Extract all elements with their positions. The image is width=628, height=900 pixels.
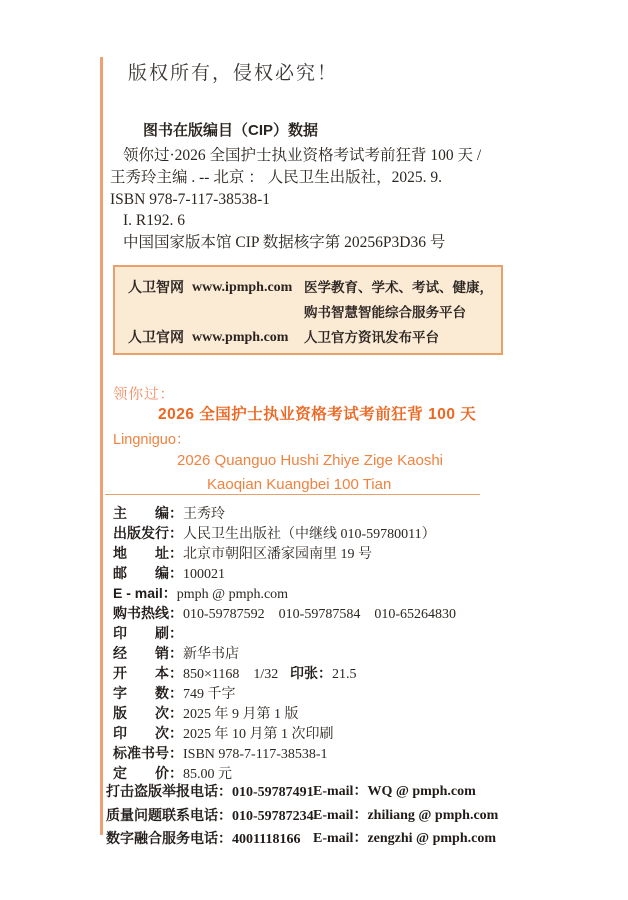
detail-row-wordcount [113, 683, 523, 703]
book-title-pinyin-line2: Kaoqian Kuangbei 100 Tian [207, 476, 392, 493]
detail-value: 010-59787592 010-59787584 010-65264830 [183, 607, 456, 622]
detail-label: 印 刷： [113, 625, 183, 641]
detail-label: 地 址： [113, 545, 183, 561]
detail-value: 王秀玲 [183, 507, 225, 522]
hotline-email [313, 827, 496, 851]
cip-line-registry: 中国国家版本馆 CIP 数据核字第 20256P3D36 号 [123, 234, 446, 252]
detail-label: 购书热线： [113, 605, 183, 621]
copyright-notice: 版权所有，侵权必究！ [128, 63, 339, 84]
cip-line-title: 领你过·2026 全国护士执业资格考试考前狂背 100 天 / [123, 147, 482, 164]
book-title-cn: 2026 全国护士执业资格考试考前狂背 100 天 [158, 406, 477, 423]
left-accent-rule [100, 57, 103, 835]
detail-row-publisher [113, 523, 523, 543]
platform-desc: 人卫官方资讯发布平台 [304, 330, 439, 345]
detail-value: 人民卫生出版社（中继线 010-59780011） [183, 527, 436, 542]
hotline-row-quality [106, 804, 526, 828]
detail-value: 新华书店 [183, 647, 239, 662]
platform-name: 人卫智网 [128, 279, 184, 295]
hotline-label: 质量问题联系电话： [106, 806, 232, 823]
section-divider-rule [105, 494, 480, 495]
hotline-email [313, 780, 476, 804]
detail-label: E - mail： [113, 585, 177, 601]
spacer-cell [192, 300, 304, 325]
platform-name: 人卫官网 [128, 329, 184, 345]
detail-row-format [113, 663, 523, 683]
detail-row-order-hotline [113, 603, 523, 623]
detail-value: 749 千字 [183, 687, 236, 702]
detail-row-edition [113, 703, 523, 723]
detail-row-address [113, 543, 523, 563]
imprint-details [113, 503, 523, 783]
service-hotlines [106, 780, 526, 851]
spacer-cell [128, 300, 192, 325]
cip-data-block [110, 145, 540, 254]
cip-line-publisher: 王秀玲主编 . -- 北京 ： 人民卫生出版社，2025. 9. [110, 168, 442, 186]
email-address: zengzhi @ pmph.com [367, 831, 496, 846]
platform-desc: 医学教育、学术、考试、健康， [304, 280, 493, 295]
email-address: WQ @ pmph.com [367, 784, 476, 799]
publisher-platforms-box [113, 265, 503, 355]
detail-label: 印张： [290, 665, 332, 681]
cip-header: 图书在版编目（CIP）数据 [143, 122, 319, 139]
series-name-cn: 领你过： [113, 387, 175, 403]
detail-label: 主 编： [113, 505, 183, 521]
hotline-label: 打击盗版举报电话： [106, 783, 232, 799]
detail-label: 出版发行： [113, 525, 183, 541]
detail-value: 100021 [183, 567, 225, 582]
detail-value: 21.5 [332, 667, 357, 682]
email-address: zhiliang @ pmph.com [367, 807, 499, 823]
platform-url: www.ipmph.com [192, 280, 293, 295]
detail-row-distributor [113, 643, 523, 663]
email-label: E-mail： [313, 807, 368, 823]
detail-row-email [113, 583, 523, 603]
hotline-phone: 010-59787491 [232, 785, 314, 800]
detail-row-printer [113, 623, 523, 643]
detail-row-printing [113, 723, 523, 743]
detail-value: 2025 年 10 月第 1 次印刷 [183, 727, 334, 742]
series-name-pinyin: Lingniguo： [113, 432, 191, 448]
detail-label: 开 本： [113, 665, 183, 681]
cip-line-isbn: ISBN 978-7-117-38538-1 [110, 190, 271, 208]
hotline-row-digital [106, 827, 526, 851]
detail-label: 邮 编： [113, 565, 183, 581]
book-title-pinyin-line1: 2026 Quanguo Hushi Zhiye Zige Kaoshi [177, 452, 444, 469]
email-label: E-mail： [313, 784, 368, 799]
detail-value: 850×1168 1/32 [183, 667, 279, 682]
detail-value: 北京市朝阳区潘家园南里 19 号 [183, 547, 372, 562]
detail-row-postcode [113, 563, 523, 583]
hotline-label: 数字融合服务电话： [106, 830, 232, 846]
platform-url: www.pmph.com [192, 330, 289, 345]
hotline-row-piracy [106, 780, 526, 804]
detail-value: 2025 年 9 月第 1 版 [183, 707, 299, 722]
detail-label: 经 销： [113, 645, 183, 661]
platform-desc-continued: 购书智慧智能综合服务平台 [304, 305, 466, 320]
detail-value: 85.00 元 [183, 767, 232, 782]
detail-row-isbn [113, 743, 523, 763]
hotline-phone: 010-59787234 [232, 808, 314, 824]
hotline-phone: 4001118166 [232, 832, 301, 847]
detail-value: pmph @ pmph.com [176, 587, 289, 602]
detail-label: 标准书号： [113, 745, 183, 761]
detail-sheets [290, 663, 357, 685]
detail-label: 印 次： [113, 725, 183, 741]
hotline-email [313, 804, 498, 828]
detail-label: 字 数： [113, 685, 183, 701]
detail-value: ISBN 978-7-117-38538-1 [183, 747, 328, 762]
cip-line-classification: I. R192. 6 [123, 212, 185, 230]
detail-label: 定 价： [113, 765, 183, 781]
detail-row-editor [113, 503, 523, 523]
detail-label: 版 次： [113, 705, 183, 721]
email-label: E-mail： [313, 831, 368, 846]
